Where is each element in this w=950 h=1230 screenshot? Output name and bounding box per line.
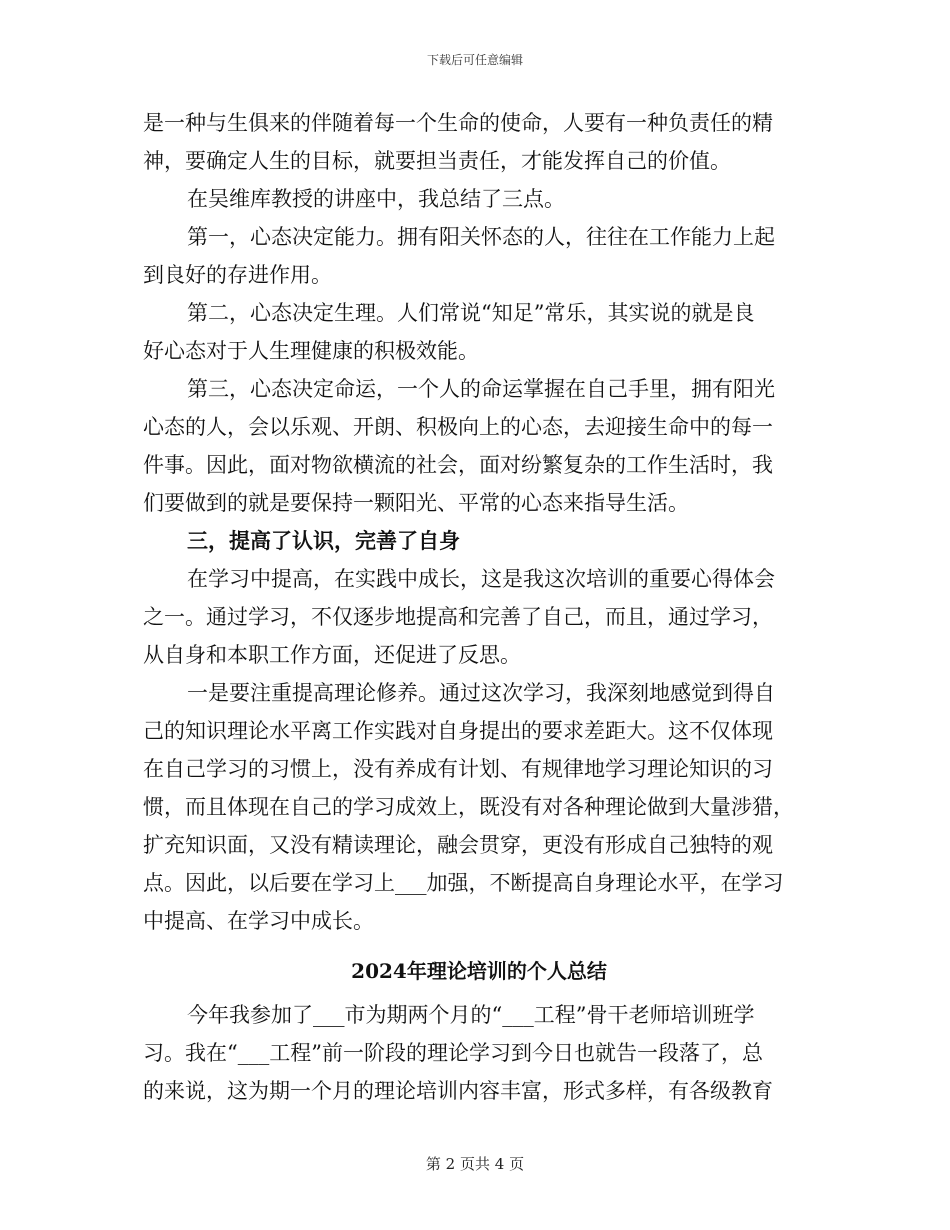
body-line: 好心态对于人生理健康的积极效能。 <box>143 339 479 363</box>
body-line: 件事。因此，面对物欲横流的社会，面对纷繁复杂的工作生活时，我 <box>143 453 773 477</box>
body-line: 己的知识理论水平离工作实践对自身提出的要求差距大。这不仅体现 <box>143 719 773 743</box>
section-line: 的来说，这为期一个月的理论培训内容丰富，形式多样，有各级教育 <box>143 1079 773 1103</box>
body-line: 一是要注重提高理论修养。通过这次学习，我深刻地感觉到得自 <box>187 681 775 705</box>
page-footer: 第 2 页共 4 页 <box>425 1155 525 1173</box>
body-line: 扩充知识面，又没有精读理论，融会贯穿，更没有形成自己独特的观 <box>143 833 773 857</box>
document-body <box>143 104 815 1110</box>
body-line: 之一。通过学习，不仅逐步地提高和完善了自己，而且，通过学习， <box>143 605 773 629</box>
section-title: 2024年理论培训的个人总结 <box>351 959 607 983</box>
body-line: 到良好的存进作用。 <box>143 263 332 287</box>
section-line: 今年我参加了___市为期两个月的“___工程”骨干老师培训班学 <box>187 1003 755 1027</box>
body-line: 中提高、在学习中成长。 <box>143 909 374 933</box>
body-line: 心态的人，会以乐观、开朗、积极向上的心态，去迎接生命中的每一 <box>143 415 773 439</box>
page-header: 下载后可任意编辑 <box>426 53 523 67</box>
body-line: 第一，心态决定能力。拥有阳关怀态的人，往往在工作能力上起 <box>187 225 775 249</box>
body-line: 在自己学习的习惯上，没有养成有计划、有规律地学习理论知识的习 <box>143 757 773 781</box>
body-line: 从自身和本职工作方面，还促进了反思。 <box>143 643 521 667</box>
body-line: 第二，心态决定生理。人们常说“知足”常乐，其实说的就是良 <box>187 301 755 325</box>
subsection-heading: 三，提高了认识，完善了自身 <box>187 528 460 553</box>
body-line: 第三，心态决定命运，一个人的命运掌握在自己手里，拥有阳光 <box>187 377 775 401</box>
section-line: 习。我在“___工程”前一阶段的理论学习到今日也就告一段落了，总 <box>143 1041 763 1065</box>
body-line: 惯，而且体现在自己的学习成效上，既没有对各种理论做到大量涉猎， <box>143 795 794 819</box>
body-line: 在吴维库教授的讲座中，我总结了三点。 <box>187 187 565 211</box>
body-line: 神，要确定人生的目标，就要担当责任，才能发挥自己的价值。 <box>143 149 731 173</box>
body-line: 们要做到的就是要保持一颗阳光、平常的心态来指导生活。 <box>143 491 689 515</box>
body-line: 在学习中提高，在实践中成长，这是我这次培训的重要心得体会 <box>187 567 775 591</box>
body-line: 点。因此，以后要在学习上___加强，不断提高自身理论水平，在学习 <box>143 871 784 895</box>
body-line: 是一种与生俱来的伴随着每一个生命的使命，人要有一种负责任的精 <box>143 111 773 135</box>
